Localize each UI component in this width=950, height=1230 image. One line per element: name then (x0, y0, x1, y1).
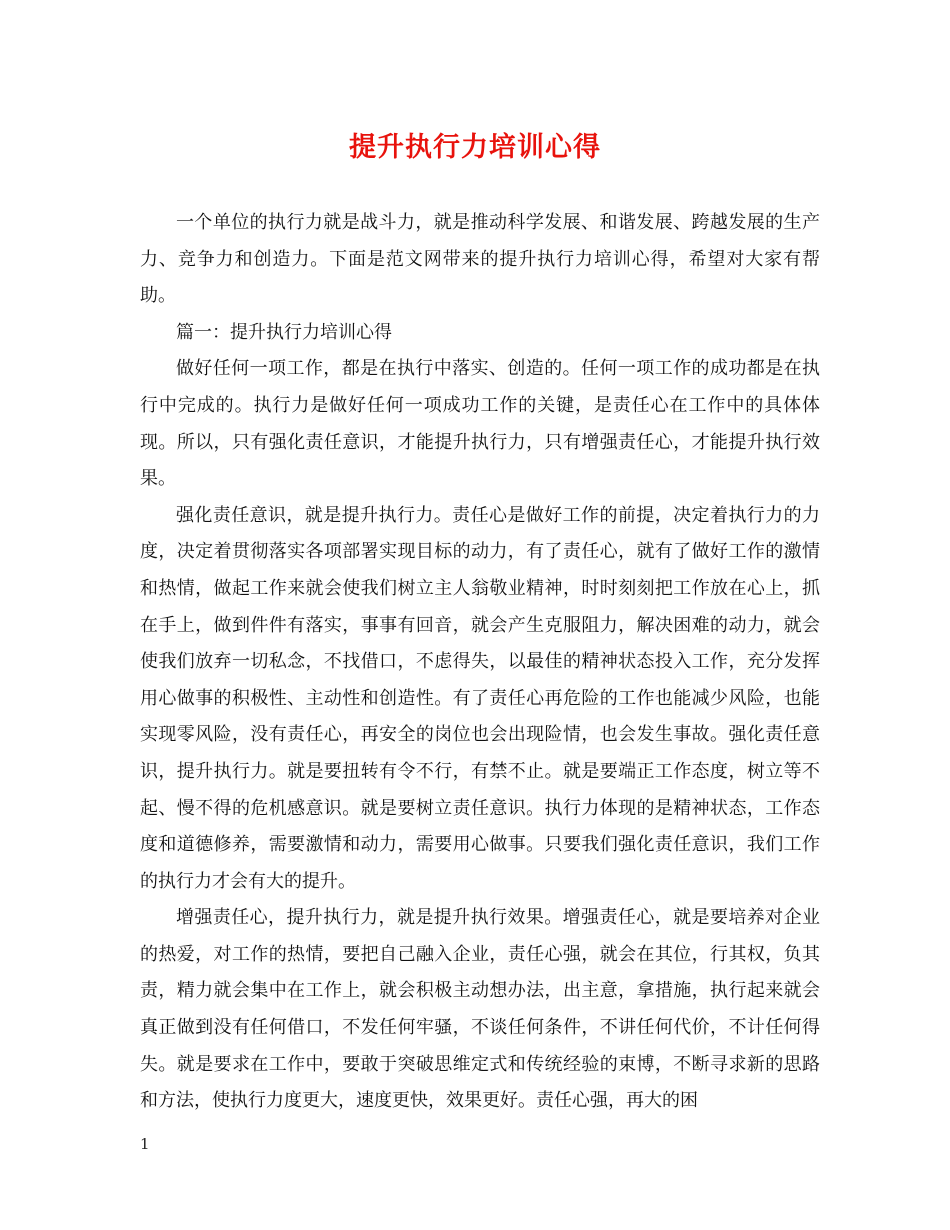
paragraph: 增强责任心，提升执行力，就是提升执行效果。增强责任心，就是要培养对企业的热爱，对工作的热情，要把自己融入企业，责任心强，就会在其位，行其权，负其责，精力就会集中在工作上，就会积极主动想办法，出主意，拿措施，执行起来就会真正做到没有任何借口，不发任何牢骚，不谈任何条件，不讲任何代价，不计任何得失。就是要求在工作中，要敢于突破思维定式和传统经验的束博，不断寻求新的思路和方法，使执行力度更大，速度更快，效果更好。责任心强，再大的困 (140, 907, 820, 1112)
paragraph: 强化责任意识，就是提升执行力。责任心是做好工作的前提，决定着执行力的力度，决定着贯彻落实各项部署实现目标的动力，有了责任心，就有了做好工作的激情和热情，做起工作来就会使我们树立主人翁敬业精神，时时刻刻把工作放在心上，抓在手上，做到件件有落实，事事有回音，就会产生克服阻力，解决困难的动力，就会使我们放弃一切私念，不找借口，不虑得失，以最佳的精神状态投入工作，充分发挥用心做事的积极性、主动性和创造性。有了责任心再危险的工作也能减少风险，也能实现零风险，没有责任心，再安全的岗位也会出现险情，也会发生事故。强化责任意识，提升执行力。就是要扭转有令不行，有禁不止。就是要端正工作态度，树立等不起、慢不得的危机感意识。就是要树立责任意识。执行力体现的是精神状态，工作态度和道德修养，需要激情和动力，需要用心做事。只要我们强化责任意识，我们工作的执行力才会有大的提升。 (140, 504, 820, 892)
document-body (140, 205, 820, 1120)
document-title: 提升执行力培训心得 (349, 132, 601, 163)
paragraph: 做好任何一项工作，都是在执行中落实、创造的。任何一项工作的成功都是在执行中完成的。执行力是做好任何一项成功工作的关键，是责任心在工作中的具体体现。所以，只有强化责任意识，才能提升执行力，只有增强责任心，才能提升执行效果。 (140, 358, 820, 490)
section-heading: 篇一：提升执行力培训心得 (176, 321, 392, 343)
page-number: 1 (140, 1135, 150, 1153)
paragraph-intro: 一个单位的执行力就是战斗力，就是推动科学发展、和谐发展、跨越发展的生产力、竞争力和创造力。下面是范文网带来的提升执行力培训心得，希望对大家有帮助。 (140, 212, 820, 307)
